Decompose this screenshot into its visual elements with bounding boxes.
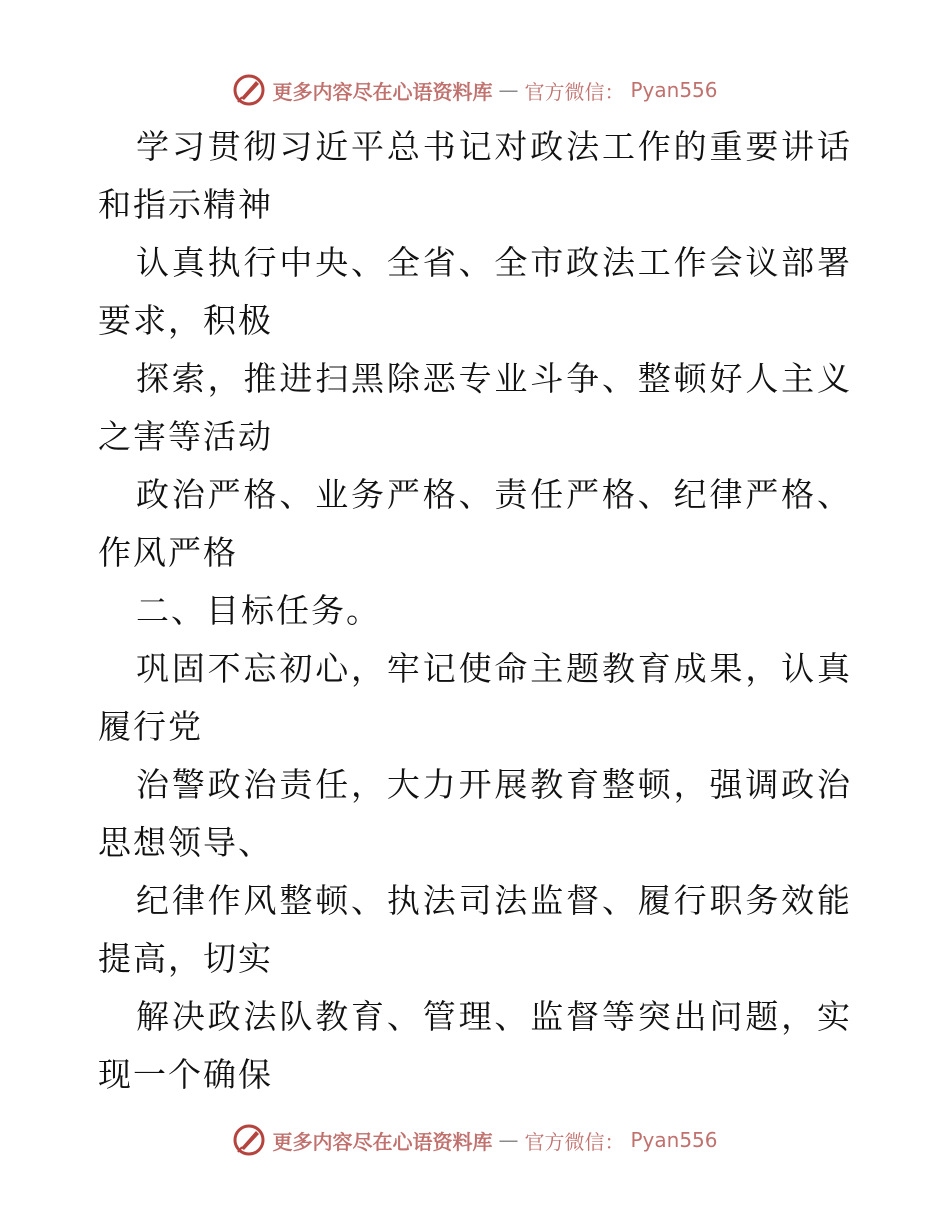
watermark-contact-label: 官方微信： [524, 1129, 625, 1154]
watermark-contact-label: 官方微信： [524, 79, 625, 104]
paragraph: 纪律作风整顿、执法司法监督、履行职务效能提高，切实 [98, 881, 852, 978]
watermark-site-text: 更多内容尽在心语资料库 [272, 1129, 493, 1154]
watermark-contact-id: Pyan556 [630, 1128, 718, 1152]
quill-logo-icon [232, 1123, 266, 1157]
paragraph: 治警政治责任，大力开展教育整顿，强调政治思想领导、 [98, 765, 852, 862]
watermark-dash: — [498, 78, 519, 102]
watermark-site-text: 更多内容尽在心语资料库 [272, 79, 493, 104]
paragraph: 解决政法队教育、管理、监督等突出问题，实现一个确保 [98, 997, 852, 1094]
section-heading: 二、目标任务。 [136, 591, 381, 630]
paragraph: 学习贯彻习近平总书记对政法工作的重要讲话和指示精神 [98, 127, 852, 224]
document-body [98, 118, 852, 1104]
quill-logo-icon [232, 73, 266, 107]
paragraph: 探索，推进扫黑除恶专业斗争、整顿好人主义之害等活动 [98, 359, 852, 456]
watermark-contact-id: Pyan556 [630, 78, 718, 102]
watermark-dash: — [498, 1128, 519, 1152]
paragraph: 政治严格、业务严格、责任严格、纪律严格、作风严格 [98, 475, 852, 572]
footer-watermark [0, 1120, 950, 1160]
paragraph: 巩固不忘初心，牢记使命主题教育成果，认真履行党 [98, 649, 852, 746]
header-watermark [0, 70, 950, 110]
paragraph: 认真执行中央、全省、全市政法工作会议部署要求，积极 [98, 243, 852, 340]
